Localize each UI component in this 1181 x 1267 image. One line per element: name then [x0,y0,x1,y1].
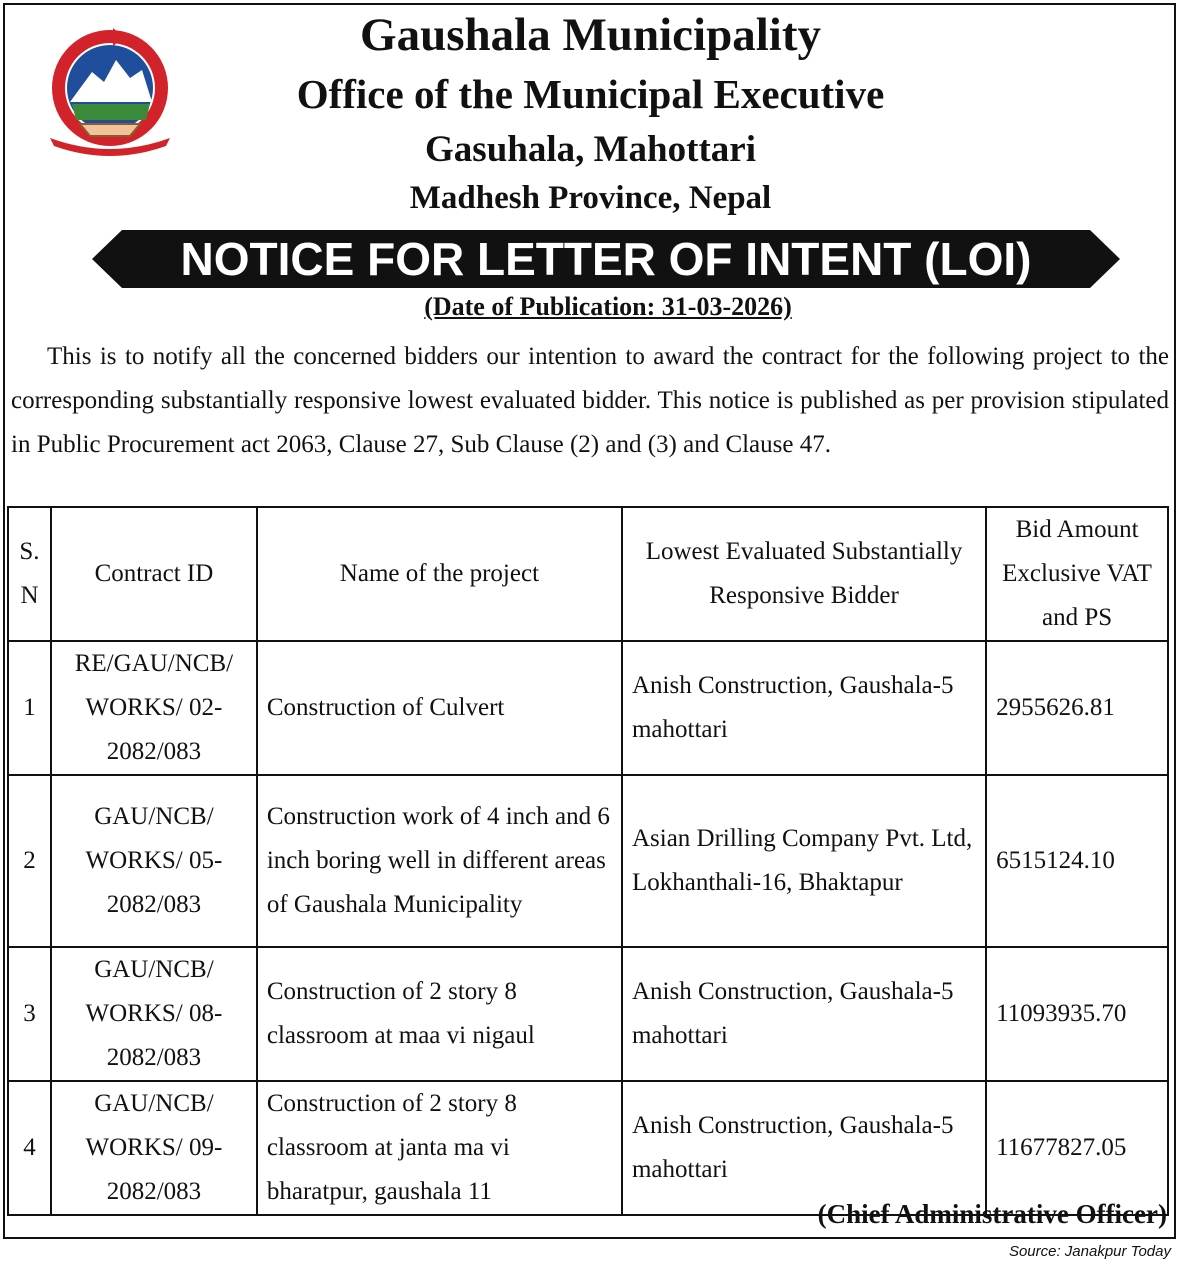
table-row [8,641,1168,775]
cell-contract-id: GAU/NCB/ WORKS/ 08-2082/083 [51,947,257,1081]
cell-sn: 1 [8,641,51,775]
cell-bidder: Anish Construction, Gaushala-5 mahottari [622,641,986,775]
cell-sn: 4 [8,1081,51,1215]
signature: (Chief Administrative Officer) [817,1199,1167,1229]
cell-sn: 2 [8,775,51,947]
table-row [8,1081,1168,1215]
cell-amount: 11677827.05 [986,1081,1168,1215]
cell-amount: 6515124.10 [986,775,1168,947]
header-amount: Bid Amount Exclusive VAT and PS [986,507,1168,641]
table-header-row [8,507,1168,641]
municipality-name: Gaushala Municipality [360,9,821,61]
province-name: Madhesh Province, Nepal [409,180,772,216]
header-bidder: Lowest Evaluated Substantially Responsive Bidder [622,507,986,641]
cell-amount: 11093935.70 [986,947,1168,1081]
cell-project: Construction work of 4 inch and 6 inch boring well in different areas of Gaushala Municipality [257,775,622,947]
source-credit: Source: Janakpur Today [1008,1243,1171,1260]
cell-project: Construction of 2 story 8 classroom at maa vi nigaul [257,947,622,1081]
notice-title: NOTICE FOR LETTER OF INTENT (LOI) [180,233,1032,285]
header-sn: S. N [8,507,51,641]
office-location: Gasuhala, Mahottari [425,129,756,170]
publication-date: (Date of Publication: 31-03-2026) [424,292,792,321]
cell-bidder: Anish Construction, Gaushala-5 mahottari [622,947,986,1081]
table-row [8,775,1168,947]
intro-paragraph: This is to notify all the concerned bidders our intention to award the contract for the following project to the corresponding substantially responsive lowest evaluated bidder. This notice is published as per provision stipulated in Public Procurement act 2063, Clause 27, Sub Clause (2) and (3) and Clause 47. [11,343,1169,458]
office-name: Office of the Municipal Executive [296,71,885,117]
cell-amount: 2955626.81 [986,641,1168,775]
cell-bidder: Anish Construction, Gaushala-5 mahottari [622,1081,986,1215]
cell-contract-id: GAU/NCB/ WORKS/ 05-2082/083 [51,775,257,947]
cell-contract-id: RE/GAU/NCB/ WORKS/ 02-2082/083 [51,641,257,775]
loi-table [7,506,1169,1216]
cell-contract-id: GAU/NCB/ WORKS/ 09-2082/083 [51,1081,257,1215]
cell-sn: 3 [8,947,51,1081]
cell-project: Construction of Culvert [257,641,622,775]
cell-project: Construction of 2 story 8 classroom at janta ma vi bharatpur, gaushala 11 [257,1081,622,1215]
header-contract-id: Contract ID [51,507,257,641]
cell-bidder: Asian Drilling Company Pvt. Ltd, Lokhanthali-16, Bhaktapur [622,775,986,947]
header-project: Name of the project [257,507,622,641]
table-row [8,947,1168,1081]
